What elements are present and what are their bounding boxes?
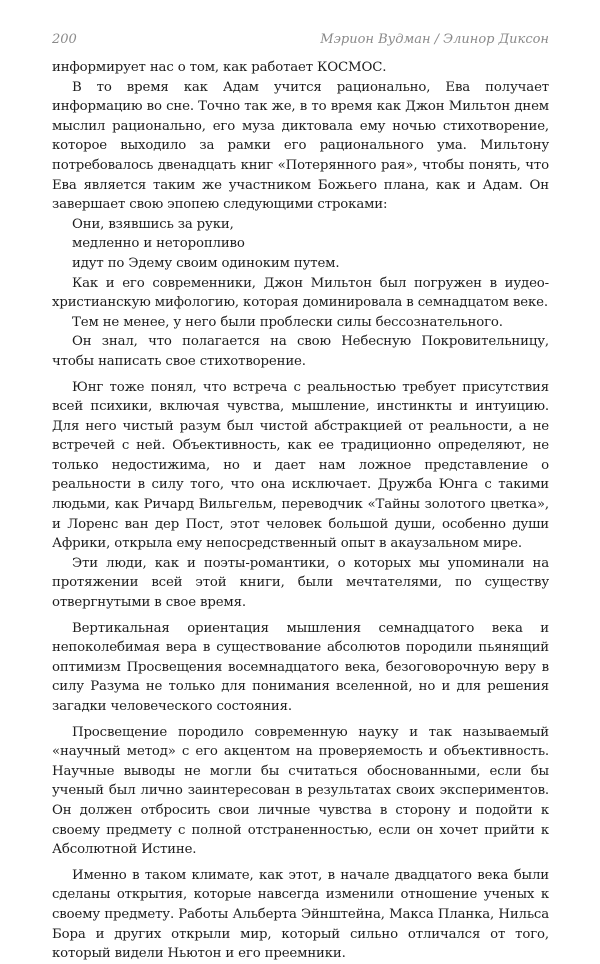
verse-line: идут по Эдему своим одиноким путем. <box>72 255 340 271</box>
page-number: 200 <box>52 32 77 47</box>
verse-line: медленно и неторопливо <box>72 236 245 252</box>
running-title: Мэрион Вудман / Элинор Диксон <box>320 32 549 47</box>
paragraph: Как и его современники, Джон Мильтон был погружен в иудео-христианскую мифологию, которая доминировала в семнадцатом веке. <box>52 275 549 311</box>
paragraph: В то время как Адам учится рационально, Ева получает информацию во сне. Точно так же, в то время как Джон Мильтон днем мыслил рационально, его муза диктовала ему ночью стихотворение, которое выходило за рамки его рационального ума. Мильтону потребовалось двенадцать книг «Потерянного рая», чтобы понять, что Ева является таким же участником Божьего плана, как и Адам. Он завершает свою эпопею следующими строками: <box>52 79 549 213</box>
paragraph: Он знал, что полагается на свою Небесную Покровительницу, чтобы написать свое стихотворение. <box>52 334 549 369</box>
verse-quote <box>52 215 549 274</box>
body-text <box>52 58 549 964</box>
running-header <box>52 32 549 58</box>
paragraph: Тем не менее, у него были проблески силы бессознательного. <box>72 314 503 330</box>
paragraph: Эти люди, как и поэты-романтики, о которых мы упоминали на протяжении всей этой книги, были мечтателями, по существу отвергнутыми в свое время. <box>52 555 549 611</box>
paragraph: Юнг тоже понял, что встреча с реальностью требует присутствия всей психики, включая чувства, мышление, инстинкты и интуицию. Для него чистый разум был чистой абстракцией от реальности, а не встречей с ней. Объективность, как ее традиционно определяют, не только недостижима, но и дает нам ложное представление о реальности в силу того, что она исключает. Дружба Юнга с такими людьми, как Ричард Вильгельм, переводчик «Тайны золотого цветка», и Лоренс ван дер Пост, этот человек большой души, особенно души Африки, открыла ему непосредственный опыт в акаузальном мире. <box>52 379 549 552</box>
paragraph: Просвещение породило современную науку и так называемый «научный метод» с его акцентом на проверяемость и объективность. Научные выводы не могли бы считаться обоснованными, если бы ученый был лично заинтересован в результатах своих экспериментов. Он должен отбросить свои личные чувства в сторону и подойти к своему предмету с полной отстраненностью, если он хочет прийти к Абсолютной Истине. <box>52 724 549 858</box>
paragraph: Именно в таком климате, как этот, в начале двадцатого века были сделаны открытия, которые навсегда изменили отношение ученых к своему предмету. Работы Альберта Эйнштейна, Макса Планка, Нильса Бора и других открыли мир, который сильно отличался от того, который видели Ньютон и его преемники. <box>52 867 549 962</box>
book-page <box>52 32 549 964</box>
paragraph: Вертикальная ориентация мышления семнадцатого века и непоколебимая вера в существование абсолютов породили пьянящий оптимизм Просвещения восемнадцатого века, безоговорочную веру в силу Разума не только для понимания вселенной, но и для решения загадки человеческого состояния. <box>52 620 549 714</box>
paragraph: информирует нас о том, как работает КОСМОС. <box>52 60 387 75</box>
verse-line: Они, взявшись за руки, <box>72 216 234 232</box>
